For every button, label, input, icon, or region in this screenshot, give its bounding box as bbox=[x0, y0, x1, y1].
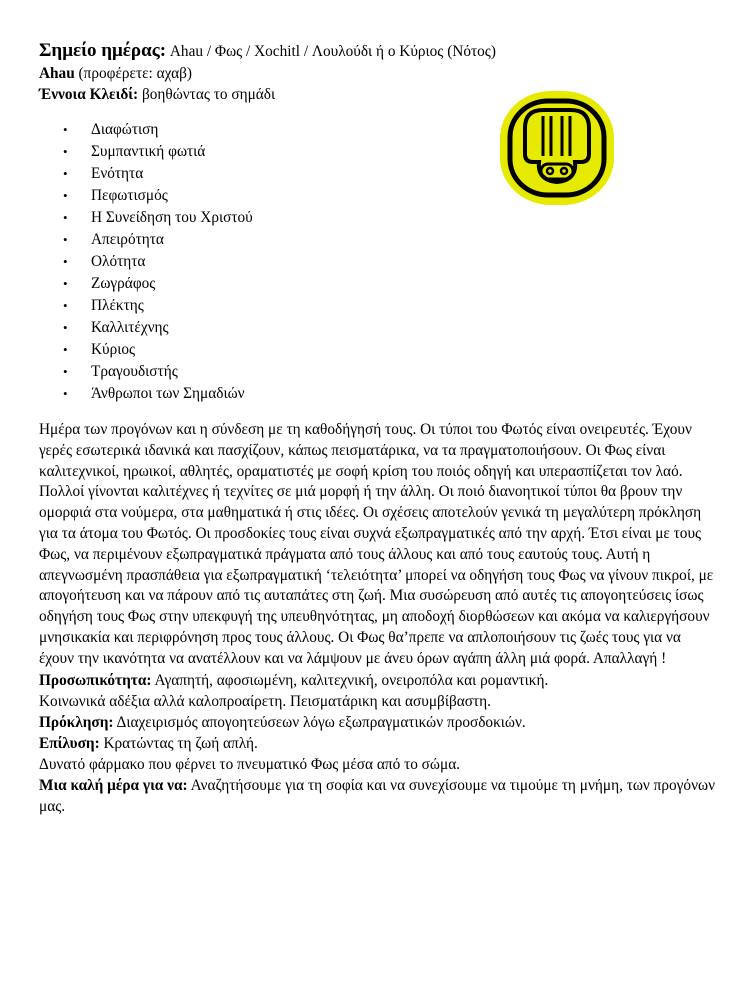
list-item: • Συμπαντική φωτιά bbox=[39, 141, 719, 163]
good-day-label: Μια καλή μέρα για να: bbox=[39, 776, 188, 794]
personality-extra: Κοινωνικά αδέξια αλλά καλοπροαίρετη. Πεισματάρικη και ασυμβίβαστη. bbox=[39, 692, 491, 710]
good-day-line bbox=[39, 775, 719, 817]
list-item: • Τραγουδιστής bbox=[39, 361, 719, 383]
personality-value: Αγαπητή, αφοσιωμένη, καλιτεχνική, ονειροπόλα και ρομαντική. bbox=[154, 671, 549, 689]
medicine-line: Δυνατό φάρμακο που φέρνει το πνευματικό Φως μέσα από το σώμα. bbox=[39, 755, 461, 773]
bullet-icon: • bbox=[63, 364, 68, 379]
list-item: • Διαφώτιση bbox=[39, 119, 719, 141]
list-item: • Άνθρωποι των Σημαδιών bbox=[39, 383, 719, 405]
bullet-icon: • bbox=[63, 298, 68, 313]
body-paragraph: Ημέρα των προγόνων και η σύνδεση με τη καθοδήγησή τους. Οι τύποι του Φωτός είναι ονειρευτές. Έχουν γερές εσωτερικά ιδανικά και πασχίζουν, κάπως πεισματάρικα, να τα πραγματοποιήσουν. Οι Φως είναι καλιτεχνικοί, ηρωικοί, αθλητές, οραματιστές με σοφή κρίση του ποιός οδηγή και υπερασπίζεται τον λαό. Πολλοί γίνονται καλιτέχνες ή τεχνίτες σε μιά μορφή ή την άλλη. Οι ποιό διανοητικοί τύποι θα βρουν την ομορφιά στα νούμερα, στα μαθηματικά ή στις ιδέες. Οι σχέσεις αποτελούν γενικά τη μεγαλύτερη πρόκληση για τα άτομα του Φωτός. Οι προσδοκίες τους είναι συχνά εξωπραγματικές από την αρχή. Έτσι είναι με τους Φως, να περιμένουν εξωπραγματικά πράγματα από τους άλλους και από τους εαυτούς τους. Αυτή η απεγνωσμένη πρασπάθεια για εξωπραγματική ‘τελειότητα’ μπορεί να οδηγήση τους Φως να γίνουν πικροί, με απογοήτευση και να πάρουν από τις αυταπάτες στη ζωή. Μια συσώρευση από αυτές τις απογοητεύσεις ίσως οδηγήση τους Φως στην υπεκφυγή της υπευθηνότητας, μη αποδοχή διορθώσεων και ακόμα να καλιεργήσουν μνησικακία και περιφρόνηση προς τους άλλους. Οι Φως θα’πρεπε να απλοποιήσουν τις ζωές τους για να έχουν την ικανότητα να ανατέλλουν και να λάμψουν με άνευ όρων αγάπη άλλη μιά φορά. Απαλλαγή ! bbox=[39, 421, 714, 667]
bullet-icon: • bbox=[63, 232, 68, 247]
list-item: • Πλέκτης bbox=[39, 295, 719, 317]
concept-label: Έννοια Κλειδί: bbox=[39, 86, 139, 103]
bullet-icon: • bbox=[63, 342, 68, 357]
name-line bbox=[39, 63, 719, 84]
bullet-icon: • bbox=[63, 210, 68, 225]
list-item: • Η Συνείδηση του Χριστού bbox=[39, 207, 719, 229]
bullet-icon: • bbox=[63, 166, 68, 181]
bullet-icon: • bbox=[63, 188, 68, 203]
name-pronunciation: (προφέρετε: αχαβ) bbox=[78, 65, 192, 82]
bullet-icon: • bbox=[63, 254, 68, 269]
list-item: • Πεφωτισμός bbox=[39, 185, 719, 207]
concept-value: βοηθώντας το σημάδι bbox=[141, 86, 276, 103]
list-item: • Κύριος bbox=[39, 339, 719, 361]
bullet-icon: • bbox=[63, 144, 68, 159]
title-rest: Ahau / Φως / Xochitl / Λουλούδι ή ο Κύριος (Νότος) bbox=[169, 43, 496, 60]
list-item: • Ολότητα bbox=[39, 251, 719, 273]
concept-line bbox=[39, 84, 719, 105]
keyword-list bbox=[39, 119, 719, 405]
bullet-icon: • bbox=[63, 276, 68, 291]
personality-line bbox=[39, 670, 719, 691]
good-day-value: Αναζητήσουμε για τη σοφία και να συνεχίσουμε να τιμούμε τη μνήμη, των προγόνων μας. bbox=[39, 776, 715, 815]
challenge-label: Πρόκληση: bbox=[39, 713, 114, 731]
document-page bbox=[39, 40, 719, 817]
list-item: • Ενότητα bbox=[39, 163, 719, 185]
personality-label: Προσωπικότητα: bbox=[39, 671, 152, 689]
challenge-value: Διαχειρισμός απογοητεύσεων λόγω εξωπραγματικών προσδοκιών. bbox=[116, 713, 526, 731]
title-label: Σημείο ημέρας: bbox=[39, 40, 167, 61]
name-label: Ahau bbox=[39, 65, 75, 82]
list-item: • Απειρότητα bbox=[39, 229, 719, 251]
challenge-line bbox=[39, 712, 719, 733]
solution-label: Επίλυση: bbox=[39, 734, 100, 752]
bullet-icon: • bbox=[63, 122, 68, 137]
bullet-icon: • bbox=[63, 386, 68, 401]
title-line bbox=[39, 40, 719, 63]
bullet-icon: • bbox=[63, 320, 68, 335]
solution-value: Κρατώντας τη ζωή απλή. bbox=[103, 734, 258, 752]
list-item: • Ζωγράφος bbox=[39, 273, 719, 295]
ahau-glyph-icon bbox=[499, 90, 615, 206]
list-item: • Καλλιτέχνης bbox=[39, 317, 719, 339]
solution-line bbox=[39, 733, 719, 754]
